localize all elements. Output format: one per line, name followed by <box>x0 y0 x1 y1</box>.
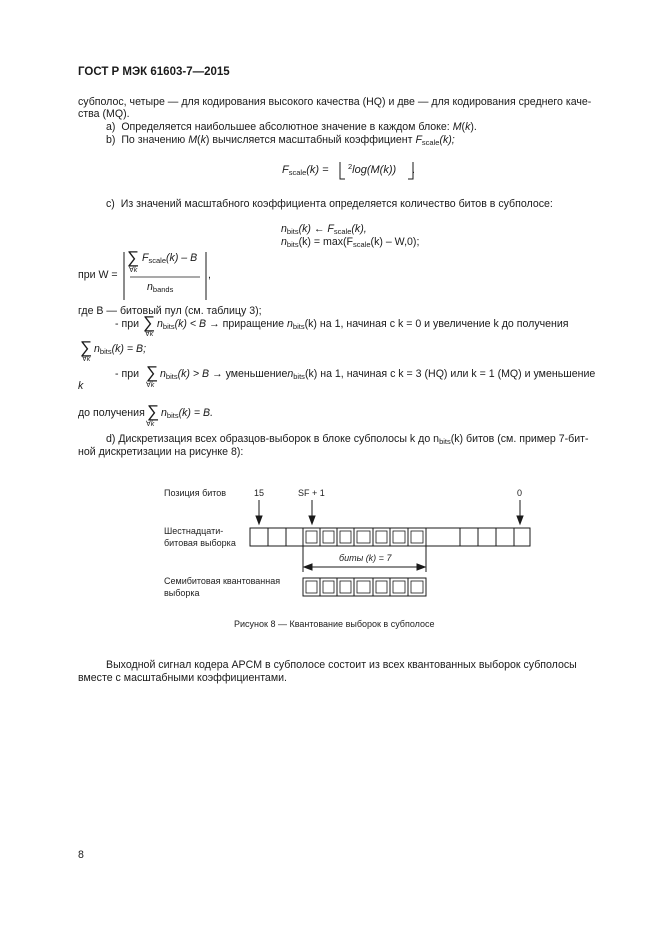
formula-body: (k) = max(F <box>298 236 354 248</box>
subscript: scale <box>148 256 166 265</box>
var-k-text: k <box>78 380 84 392</box>
var-f: F <box>415 134 422 146</box>
case2-dash: - при <box>115 368 140 380</box>
label-sixteen-bit-2: битовая выборка <box>164 538 236 548</box>
subscript: bits <box>439 437 451 446</box>
sum-under: ∀k <box>82 356 91 363</box>
subscript: bits <box>286 240 299 249</box>
label-seven-bit-2: выборка <box>164 588 200 598</box>
var-n: n <box>94 343 100 355</box>
sum-under: ∀k <box>146 421 155 428</box>
formula-nbits-2 <box>281 236 419 250</box>
label-bit-position: Позиция битов <box>164 488 227 498</box>
formula-body: (k) ← F <box>298 223 334 235</box>
formula-w-prefix: при W = <box>78 269 118 281</box>
label-bit-15: 15 <box>254 488 265 498</box>
punct: (k); <box>439 134 455 146</box>
label-sixteen-bit-1: Шестнадцати- <box>164 526 224 536</box>
label-bits-count: биты (k) = 7 <box>339 553 392 563</box>
subscript: bits <box>165 372 178 381</box>
page-number: 8 <box>78 849 84 861</box>
formula-body: (k) – B <box>166 252 198 264</box>
var-n: n <box>160 368 166 380</box>
arrow: → <box>212 368 223 380</box>
sum-under: ∀k <box>146 382 155 389</box>
document-header: ГОСТ Р МЭК 61603-7—2015 <box>78 66 230 78</box>
sum-symbol: ∑ <box>147 402 160 421</box>
var-m: M <box>452 121 462 133</box>
sum-symbol: ∑ <box>127 248 140 267</box>
label-seven-bit-1: Семибитовая квантованная <box>164 576 281 586</box>
final-paragraph-line1: Выходной сигнал кодера APCM в субполосе состоит из всех квантованных выборок субполосы <box>106 659 577 671</box>
var-n: n <box>147 281 153 293</box>
case-text: (k) на 1, начиная с k = 3 (HQ) или k = 1 (MQ) и уменьшение <box>304 368 596 380</box>
list-item-a: a) Определяется наибольшее абсолютное значение в каждом блоке: M(k). <box>106 121 477 133</box>
formula-end: (k), <box>351 223 367 235</box>
sum-symbol: ∑ <box>143 313 156 332</box>
var-k <box>78 380 83 394</box>
sum-symbol: ∑ <box>80 338 93 357</box>
item-marker: b) <box>106 134 116 146</box>
var-m: M <box>188 134 198 146</box>
var-n: n <box>281 236 287 248</box>
formula-log <box>348 164 396 178</box>
arrow: → <box>209 318 220 330</box>
where-b: где B — битовый пул (см. таблицу 3); <box>78 305 262 317</box>
subscript: scale <box>421 138 440 147</box>
formula-arg: (k) = <box>306 164 329 176</box>
sum-under: ∀k <box>145 331 154 338</box>
case2-line3 <box>161 407 213 421</box>
item-text: d) Дискретизация всех образцов-выборок в блоке субполосы k до n <box>106 433 440 445</box>
formula-scale <box>282 164 329 178</box>
inner-highlight-cells <box>306 531 423 543</box>
item-marker: a) <box>106 121 116 133</box>
formula-body: (k) = B. <box>178 407 214 419</box>
item-text: Из значений масштабного коэффициента определяется количество битов в субполосе: <box>120 198 553 210</box>
subscript: bits <box>162 322 175 331</box>
list-item-b: b) По значению M(k) вычисляется масштабный коэффициент $F_{scale}(k)$; <box>106 134 455 147</box>
formula-body: log(M(k)) <box>352 164 397 176</box>
item-text: Определяется наибольшее абсолютное значение в каждом блоке: <box>121 121 450 133</box>
list-item-d <box>106 433 589 447</box>
sixteen-bit-register <box>250 528 530 546</box>
var-k: k <box>465 121 471 133</box>
item-d-line2: ной дискретизации на рисунке 8): <box>78 446 244 458</box>
formula-body: (k) = B; <box>111 343 147 355</box>
final-paragraph-line2: вместе с масштабными коэффициентами. <box>78 672 287 684</box>
punct: . <box>412 164 415 176</box>
label-sf-plus-1: SF + 1 <box>298 488 325 498</box>
item-text: По значению <box>121 134 186 146</box>
case2-line3-prefix: до получения <box>78 407 145 419</box>
var-k: k <box>200 134 206 146</box>
case-text: приращение <box>222 318 285 330</box>
punct: , <box>208 269 211 281</box>
w-numerator <box>142 252 197 266</box>
var-n: n <box>287 368 294 380</box>
item-text: вычисляется масштабный коэффициент <box>212 134 413 146</box>
sum-under: ∀k <box>129 267 138 274</box>
bit-position-arrows <box>256 500 523 524</box>
list-item-c <box>106 198 553 212</box>
subscript: scale <box>288 168 307 177</box>
subscript: bits <box>166 411 179 420</box>
label-bit-0: 0 <box>517 488 523 498</box>
case1-dash: - при <box>115 318 140 330</box>
superscript: 2 <box>348 162 353 171</box>
seven-bit-register <box>303 578 426 596</box>
figure-caption: Рисунок 8 — Квантование выборок в субполосе <box>234 619 435 629</box>
case2-line1 <box>160 368 595 382</box>
var-n: n <box>161 407 167 419</box>
case1-line1 <box>157 318 569 332</box>
sum-symbol: ∑ <box>146 363 159 382</box>
var-n: n <box>157 318 163 330</box>
formula-body: (k) > B <box>177 368 210 380</box>
subscript: bits <box>293 372 305 381</box>
formula-nbits-1 <box>281 223 367 237</box>
subscript: bits <box>99 347 112 356</box>
w-denominator <box>147 281 173 295</box>
punct: . <box>473 121 477 133</box>
paragraph-line: ства (MQ). <box>78 108 130 120</box>
subscript: bands <box>152 285 174 294</box>
subscript: bits <box>292 322 305 331</box>
subscript: bits <box>286 227 299 236</box>
var-f: F <box>282 164 289 176</box>
item-marker: c) <box>106 198 115 210</box>
case-text: уменьшение <box>225 368 288 380</box>
case-text: (k) на 1, начиная с k = 0 и увеличение k до получения <box>304 318 569 330</box>
var-n: n <box>281 223 287 235</box>
var-n: n <box>287 318 293 330</box>
paragraph-line: субполос, четыре — для кодирования высокого качества (HQ) и две — для кодирования среднего каче- <box>78 96 592 108</box>
item-text: (k) битов (см. пример 7-бит- <box>450 433 589 445</box>
subscript: scale <box>353 240 371 249</box>
var-f: F <box>142 252 149 264</box>
formula-body: (k) < B <box>174 318 207 330</box>
subscript: scale <box>333 227 352 236</box>
formula-end: (k) – W,0); <box>370 236 420 248</box>
case1-line2 <box>94 343 146 357</box>
